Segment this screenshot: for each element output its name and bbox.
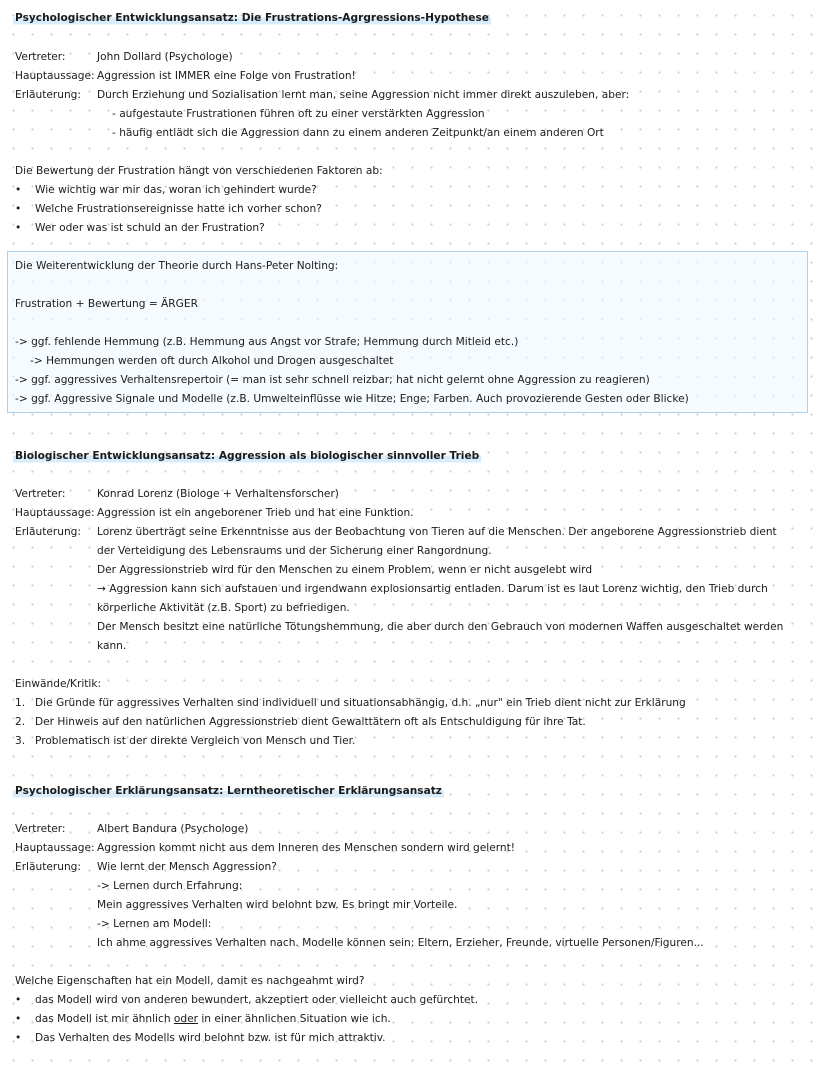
list-item: Problematisch ist der direkte Vergleich von Mensch und Tier.	[35, 735, 356, 747]
erlaeuterung-line: Der Aggressionstrieb wird für den Menschen zu einem Problem, wenn er nicht ausgelebt wird	[97, 564, 593, 576]
bullet-dot: •	[15, 203, 22, 215]
list-item: Der Hinweis auf den natürlichen Aggressionstrieb dient Gewalttätern oft als Entschuldigung für ihre Tat.	[35, 716, 586, 728]
erlaeuterung-line: Der Mensch besitzt eine natürliche Tötungshemmung, die aber durch den Gebrauch von modernen Waffen ausgeschaltet werden	[97, 621, 784, 633]
erlaeuterung-line: kann.	[97, 640, 127, 652]
erlaeuterung-line: Lorenz überträgt seine Erkenntnisse aus der Beobachtung von Tieren auf die Menschen. Der angeborene Aggressionstrieb dient	[97, 526, 777, 538]
list-number: 3.	[15, 735, 26, 747]
list-item: Wie wichtig war mir das, woran ich gehindert wurde?	[35, 184, 317, 196]
erlaeuterung-line: - aufgestaute Frustrationen führen oft zu einer verstärkten Aggression	[112, 108, 485, 120]
erlaeuterung-label: Erläuterung:	[15, 861, 81, 873]
erlaeuterung-line: Wie lernt der Mensch Aggression?	[97, 861, 277, 873]
list-item: das Modell wird von anderen bewundert, akzeptiert oder vielleicht auch gefürchtet.	[35, 994, 479, 1006]
hauptaussage-value: Aggression kommt nicht aus dem Inneren des Menschen sondern wird gelernt!	[97, 842, 516, 854]
bullet-dot: •	[15, 994, 22, 1006]
list-item: Wer oder was ist schuld an der Frustration?	[35, 222, 265, 234]
list-item	[35, 1012, 391, 1026]
hauptaussage-label: Hauptaussage:	[15, 507, 95, 519]
erlaeuterung-line: -> Lernen am Modell:	[97, 918, 212, 930]
list-number: 2.	[15, 716, 26, 728]
erlaeuterung-line: → Aggression kann sich aufstauen und irgendwann explosionsartig entladen. Darum ist es laut Lorenz wichtig, den Trieb durch	[97, 583, 768, 595]
section-title-biologisch: Biologischer Entwicklungsansatz: Aggression als biologischer sinnvoller Trieb	[15, 450, 480, 462]
hauptaussage-value: Aggression ist ein angeborener Trieb und hat eine Funktion.	[97, 507, 414, 519]
nolting-line: -> Hemmungen werden oft durch Alkohol und Drogen ausgeschaltet	[30, 355, 394, 367]
vertreter-value: Albert Bandura (Psychologe)	[97, 823, 249, 835]
list-item: Die Gründe für aggressives Verhalten sind individuell und situationsabhängig, d.h. „nur" ein Trieb dient nicht zur Erklärung	[35, 697, 686, 709]
vertreter-label: Vertreter:	[15, 488, 66, 500]
vertreter-label: Vertreter:	[15, 51, 66, 63]
vertreter-value: John Dollard (Psychologe)	[97, 51, 233, 63]
erlaeuterung-line: der Verteidigung des Lebensraums und der Sicherung einer Rangordnung.	[97, 545, 492, 557]
erlaeuterung-label: Erläuterung:	[15, 89, 81, 101]
erlaeuterung-label: Erläuterung:	[15, 526, 81, 538]
list-item-text: das Modell ist mir ähnlich	[35, 1013, 174, 1025]
bullet-dot: •	[15, 222, 22, 234]
hauptaussage-label: Hauptaussage:	[15, 70, 95, 82]
erlaeuterung-line: Mein aggressives Verhalten wird belohnt bzw. Es bringt mir Vorteile.	[97, 899, 458, 911]
vertreter-label: Vertreter:	[15, 823, 66, 835]
erlaeuterung-line: Durch Erziehung und Sozialisation lernt man, seine Aggression nicht immer direkt auszuleben, aber:	[97, 89, 630, 101]
nolting-line: -> ggf. Aggressive Signale und Modelle (z.B. Umwelteinflüsse wie Hitze; Enge; Farben. Auch provozierende Gesten oder Blicke)	[15, 393, 689, 405]
bullet-dot: •	[15, 1032, 22, 1044]
list-number: 1.	[15, 697, 26, 709]
nolting-heading: Die Weiterentwicklung der Theorie durch Hans-Peter Nolting:	[15, 260, 339, 272]
nolting-line: -> ggf. fehlende Hemmung (z.B. Hemmung aus Angst vor Strafe; Hemmung durch Mitleid etc.)	[15, 336, 519, 348]
list-item-text: in einer ähnlichen Situation wie ich.	[198, 1013, 391, 1025]
section-title-frustration: Psychologischer Entwicklungsansatz: Die Frustrations-Agrgressions-Hypothese	[15, 12, 489, 24]
nolting-callout-box	[7, 251, 808, 413]
vertreter-value: Konrad Lorenz (Biologe + Verhaltensforscher)	[97, 488, 339, 500]
erlaeuterung-line: Ich ahme aggressives Verhalten nach. Modelle können sein: Eltern, Erzieher, Freunde, virtuelle Personen/Figuren...	[97, 937, 704, 949]
section-title-lerntheorie: Psychologischer Erklärungsansatz: Lerntheoretischer Erklärungsansatz	[15, 785, 442, 797]
kritik-heading: Einwände/Kritik:	[15, 678, 102, 690]
erlaeuterung-line: - häufig entlädt sich die Aggression dann zu einem anderen Zeitpunkt/an einem anderen Ort	[112, 127, 604, 139]
list-item: Welche Frustrationsereignisse hatte ich vorher schon?	[35, 203, 322, 215]
modell-question: Welche Eigenschaften hat ein Modell, damit es nachgeahmt wird?	[15, 975, 365, 987]
nolting-formula: Frustration + Bewertung = ÄRGER	[15, 298, 198, 310]
bullet-dot: •	[15, 1013, 22, 1025]
list-item: Das Verhalten des Modells wird belohnt bzw. ist für mich attraktiv.	[35, 1032, 386, 1044]
bullet-dot: •	[15, 184, 22, 196]
bewertung-intro: Die Bewertung der Frustration hängt von verschiedenen Faktoren ab:	[15, 165, 383, 177]
underlined-word: oder	[173, 1013, 198, 1025]
erlaeuterung-line: körperliche Aktivität (z.B. Sport) zu befriedigen.	[97, 602, 350, 614]
hauptaussage-value: Aggression ist IMMER eine Folge von Frustration!	[97, 70, 356, 82]
nolting-line: -> ggf. aggressives Verhaltensrepertoir (= man ist sehr schnell reizbar; hat nicht gelernt ohne Aggression zu reagieren)	[15, 374, 650, 386]
erlaeuterung-line: -> Lernen durch Erfahrung:	[97, 880, 243, 892]
hauptaussage-label: Hauptaussage:	[15, 842, 95, 854]
